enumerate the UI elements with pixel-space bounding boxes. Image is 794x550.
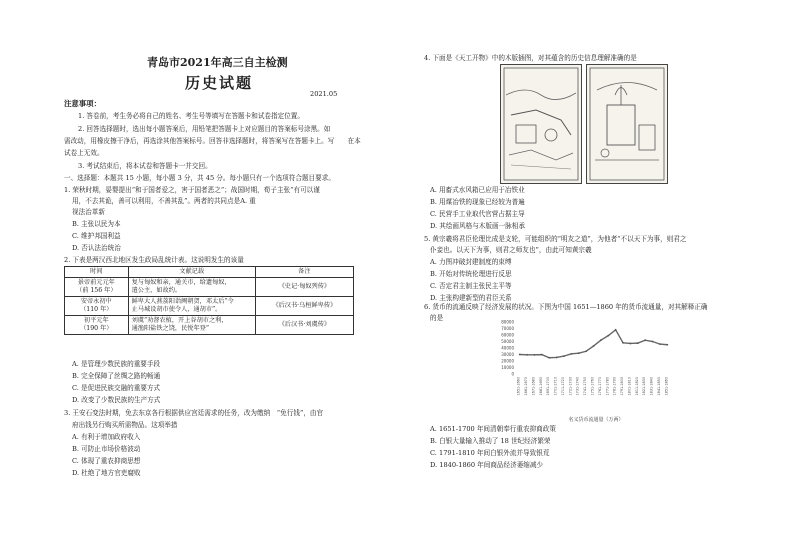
q2-stem: 2. 下表是两汉西北地区发生政局乱统计表。这说明发生的该量 (64, 256, 244, 264)
x-tick-label: 1821-1830 (642, 377, 647, 396)
x-tick-label: 1771-1780 (605, 377, 610, 396)
x-tick-label: 1661-1670 (524, 377, 529, 396)
q6-option-c: C. 1791-1810 年间白银外流并导致银荒 (430, 449, 550, 457)
q3-option-b: B. 可防止市场价格波动 (72, 445, 141, 453)
table-cell: （190 年） (80, 325, 113, 332)
q3-option-c: C. 体现了重农抑商思想 (72, 457, 141, 465)
data-point (637, 342, 639, 344)
table-cell: 刘虞“劝督农植，开上谷胡市之利， (131, 317, 228, 324)
x-tick-label: 1811-1820 (634, 377, 639, 396)
table-row (65, 297, 354, 316)
y-tick-label: 30000 (501, 352, 514, 357)
data-point (644, 339, 646, 341)
data-point (556, 357, 558, 359)
subject-title: 历史试题 (185, 74, 254, 92)
note-line: 2. 回答选择题时，选出每小题答案后，用铅笔把答题卡上对应题目的答案标号涂黑。如 (78, 125, 331, 133)
table-cell: 鲜卑大人燕荔阳诣阙朝贺，邓太后“令 (131, 298, 234, 305)
q1-option-c: C. 维护邦国利益 (72, 232, 121, 240)
data-point (563, 355, 565, 357)
q5-option-b: B. 开始对传统伦理进行反思 (430, 270, 512, 278)
table-header: 备注 (255, 267, 353, 278)
y-tick-label: 10000 (501, 365, 514, 370)
data-point (622, 342, 624, 344)
data-point (541, 354, 543, 356)
q2-option-d: D. 改变了少数民族的生产方式 (72, 396, 161, 404)
chart-x-label: 名义货币流通量（万两） (568, 417, 624, 423)
q2-option-b: B. 完全保障了丝绸之路的畅通 (72, 372, 161, 380)
q6-stem: 6. 货币的流通反映了经济发展的状况。下图为中国 1651—1860 年的货币流通量，对其解释正确 (424, 303, 708, 311)
data-point (615, 329, 617, 331)
currency-circulation-chart (486, 318, 676, 424)
q4-option-d: D. 其绘画风格与木版画一脉相承 (430, 222, 525, 230)
woodcut-illustration-left (500, 64, 582, 184)
table-cell: 通渔阳盐铁之饶，民悦年登” (131, 325, 209, 332)
data-point (593, 345, 595, 347)
y-tick-label: 70000 (501, 326, 514, 331)
q1-option-b: B. 主张以民为本 (72, 220, 121, 228)
q5-stem: 仆妾也。以天下为事，则君之师友也”，由此可知黄宗羲 (430, 246, 592, 254)
y-tick-label: 20000 (501, 358, 514, 364)
x-tick-label: 1701-1710 (553, 377, 558, 396)
x-tick-label: 1761-1770 (597, 377, 602, 396)
table-header: 文献记载 (128, 267, 255, 278)
x-tick-label: 1781-1790 (612, 377, 617, 396)
series-line (520, 330, 668, 358)
x-tick-label: 1711-1720 (560, 377, 565, 396)
table-cell: 景帝前元元年 (77, 279, 115, 286)
data-point (548, 357, 550, 359)
x-tick-label: 1681-1690 (538, 377, 543, 396)
q6-stem: 的是 (430, 314, 444, 322)
q1-stem: 1. 荣秋时期，晏婴提出“和于国者爱之，害于国者恶之”；战国时期，荀子主张“有可以谨 (64, 186, 320, 194)
data-point (652, 341, 654, 343)
x-tick-label: 1651-1660 (516, 377, 521, 396)
q6-option-a: A. 1651-1700 年间清朝奉行重农抑商政策 (430, 425, 556, 433)
y-tick-label: 60000 (501, 332, 514, 338)
woodcut-illustration-right (586, 64, 668, 184)
data-point (526, 354, 528, 356)
table-row (65, 278, 354, 297)
data-point (666, 344, 668, 346)
table-cell: 遣公主，如故约。 (131, 287, 182, 294)
table-cell: （前 156 年） (76, 287, 117, 294)
q1-option-d: D. 否认法治统治 (72, 244, 121, 252)
q2-option-c: C. 是促进民族交融的重要方式 (72, 384, 161, 392)
notes-heading: 注意事项： (64, 99, 101, 108)
q5-option-c: C. 否定君主制主张民主平等 (430, 282, 512, 290)
q4-option-b: B. 用煤冶铁的现象已经较为普遍 (430, 198, 525, 206)
data-point (630, 343, 632, 345)
note-line: 3. 考试结束后，将本试卷和答题卡一并交回。 (78, 162, 212, 170)
x-tick-label: 1851-1860 (664, 377, 669, 396)
q3-stem: 府出钱另行购买所需物品。这项举措 (72, 421, 178, 429)
data-point (659, 343, 661, 345)
data-point (519, 354, 521, 356)
y-tick-label: 50000 (501, 339, 514, 344)
x-tick-label: 1791-1800 (620, 377, 625, 396)
x-tick-label: 1831-1840 (649, 377, 654, 396)
exam-title: 青岛市2021年高三自主检测 (147, 56, 288, 69)
x-tick-label: 1841-1850 (656, 377, 661, 396)
y-tick-label: 80000 (501, 319, 514, 325)
exam-date: 2021.05 (310, 90, 338, 98)
q3-option-d: D. 杜绝了地方官吏腐败 (72, 469, 141, 477)
x-tick-label: 1671-1680 (531, 377, 536, 396)
note-line: 1. 答卷前，考生务必将自己的姓名、考生号等填写在答题卡和试卷指定位置。 (78, 112, 304, 120)
x-tick-label: 1731-1740 (575, 377, 580, 396)
q4-stem: 4. 下面是《天工开物》中的木版插图，对其蕴含的历史信息理解准确的是 (424, 54, 637, 62)
section-heading: 一、选择题：本题共 15 小题，每小题 3 分，共 45 分。每小题只有一个选项符合题目要求。 (64, 174, 335, 182)
table-cell: （110 年） (80, 306, 113, 313)
q5-option-d: D. 主张构建新型的君臣关系 (430, 294, 512, 302)
table-cell: 初平元年 (83, 317, 109, 324)
x-tick-label: 1691-1700 (546, 377, 551, 396)
q3-stem: 3. 王安石变法时期，免去东京各行根据供应宫廷需求的任务，改为缴纳 “免行钱”，由官 (64, 409, 324, 417)
data-point (570, 353, 572, 355)
y-tick-label: 0 (511, 371, 514, 377)
table-row (65, 316, 354, 335)
q5-option-a: A. 力图冲破封建制度的束缚 (430, 258, 512, 266)
q2-table (64, 266, 354, 335)
data-point (585, 350, 587, 352)
y-tick-label: 40000 (501, 345, 514, 351)
x-tick-label: 1751-1760 (590, 377, 595, 396)
data-point (600, 339, 602, 341)
note-line: 需改动，用橡皮擦干净后，再选涂其他答案标号。回答非选择题时，将答案写在答题卡上。写 在本 (64, 137, 361, 145)
data-point (534, 354, 536, 356)
q6-option-b: B. 白银大量输入推动了 18 世纪经济繁荣 (430, 437, 551, 445)
table-cell: 《后汉书·刘虞传》 (255, 316, 353, 335)
data-point (578, 352, 580, 354)
table-cell: 《后汉书·乌桓鲜卑传》 (255, 297, 353, 316)
x-tick-label: 1741-1750 (583, 377, 588, 396)
q4-option-a: A. 用畜式水风箱已应用于冶铁业 (430, 186, 525, 194)
q1-stem: 用，不去其诡，善可以利用，不善其乱”。两者的共同点是A. 重 (72, 197, 256, 205)
table-cell: 复与匈奴和亲，通关市，给遗匈奴， (131, 279, 231, 286)
q2-option-a: A. 是管理少数民族的重要手段 (72, 360, 161, 368)
table-cell: 《史记·匈奴列传》 (255, 278, 353, 297)
table-cell: 止马城设胡市使令人，通胡市”。 (131, 306, 222, 313)
table-header: 时间 (65, 267, 129, 278)
q3-option-a: A. 有利于增加政府收入 (72, 433, 141, 441)
q5-stem: 5. 黄宗羲将君臣伦理比成是支轮，可能组织的“明友之道”，为他者“不以天下为事，则君之 (424, 235, 687, 243)
x-tick-label: 1801-1810 (627, 377, 632, 396)
table-cell: 安帝永初中 (80, 298, 112, 305)
note-line: 试卷上无效。 (64, 149, 104, 157)
x-tick-label: 1721-1730 (568, 377, 573, 396)
q4-option-c: C. 民营手工业取代官营占据主导 (430, 210, 525, 218)
q1-option-a: 视法治革新 (72, 208, 105, 216)
q6-option-d: D. 1840-1860 年间商品经济萎缩减少 (430, 461, 544, 469)
data-point (607, 335, 609, 337)
